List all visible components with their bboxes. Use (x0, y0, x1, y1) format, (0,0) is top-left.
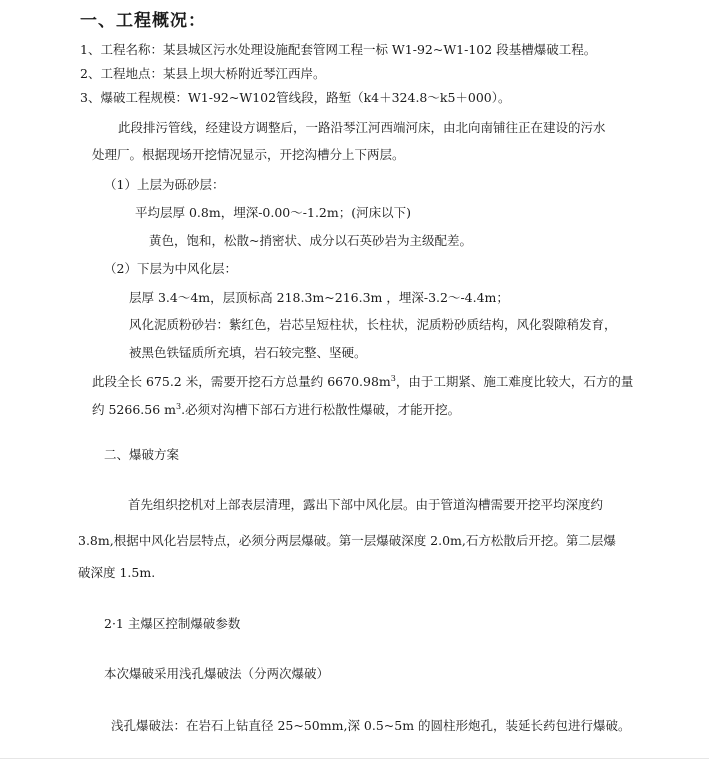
cubic-superscript: 3 (390, 373, 396, 383)
subsection-heading-parameters: 2·1 主爆区控制爆破参数 (104, 616, 241, 631)
layer2-rock-description-cont: 被黑色铁锰质所充填，岩石较完整、坚硬。 (129, 345, 367, 360)
summary-line-1 (92, 374, 633, 390)
blasting-method: 本次爆破采用浅孔爆破法（分两次爆破） (104, 666, 330, 681)
item-project-scale: 3、爆破工程规模：W1-92~W102管线段，路堑（k4＋324.8～k5＋000）。 (80, 90, 511, 105)
intro-line-2: 处理厂。根据现场开挖情况显示，开挖沟槽分上下两层。 (92, 147, 405, 162)
plan-para-line-3: 破深度 1.5m. (78, 565, 156, 580)
summary-line-1-text-cont: ，由于工期紧、施工难度比较大，石方的量 (395, 374, 634, 389)
page-bottom-divider (0, 758, 709, 759)
layer2-rock-description: 风化泥质粉砂岩：紫红色，岩芯呈短柱状，长柱状，泥质粉砂质结构，风化裂隙稍发育， (129, 317, 617, 332)
layer1-description: 黄色，饱和，松散~捎密状、成分以石英砂岩为主级配差。 (149, 233, 472, 248)
layer1-thickness: 平均层厚 0.8m，埋深-0.00～-1.2m；(河床以下) (135, 205, 411, 220)
layer2-thickness: 层厚 3.4～4m，层顶标高 218.3m~216.3m ，埋深-3.2～-4.4m； (129, 290, 509, 305)
intro-line-1: 此段排污管线，经建设方调整后，一路沿琴江河西端河床，由北向南铺往正在建设的污水 (118, 120, 606, 135)
item-project-location: 2、工程地点：某县上坝大桥附近琴江西岸。 (80, 66, 326, 81)
layer2-title: （2）下层为中风化层： (104, 261, 237, 276)
plan-para-line-2: 3.8m,根据中风化岩层特点，必须分两层爆破。第一层爆破深度 2.0m,石方松散后开挖。第二层爆 (78, 533, 616, 548)
summary-line-2-text: 约 5266.56 m (92, 402, 176, 417)
shallow-hole-blasting: 浅孔爆破法：在岩石上钻直径 25~50mm,深 0.5~5m 的圆柱形炮孔，装延长药包进行爆破。 (111, 718, 631, 733)
section-heading-blasting-plan: 二、爆破方案 (104, 447, 180, 462)
cubic-superscript: 3 (176, 401, 182, 411)
summary-line-1-text: 此段全长 675.2 米，需要开挖石方总量约 6670.98m (92, 374, 391, 389)
item-project-name: 1、工程名称：某县城区污水处理设施配套管网工程一标 W1-92~W1-102 段基槽爆破工程。 (80, 42, 597, 57)
layer1-title: （1）上层为砾砂层： (104, 177, 225, 192)
summary-line-2-text-cont: .必须对沟槽下部石方进行松散性爆破，才能开挖。 (181, 402, 461, 417)
plan-para-line-1: 首先组织挖机对上部表层清理，露出下部中风化层。由于管道沟槽需要开挖平均深度约 (128, 497, 604, 512)
summary-line-2 (92, 402, 460, 418)
section-heading-overview: 一、工程概况： (80, 11, 206, 31)
